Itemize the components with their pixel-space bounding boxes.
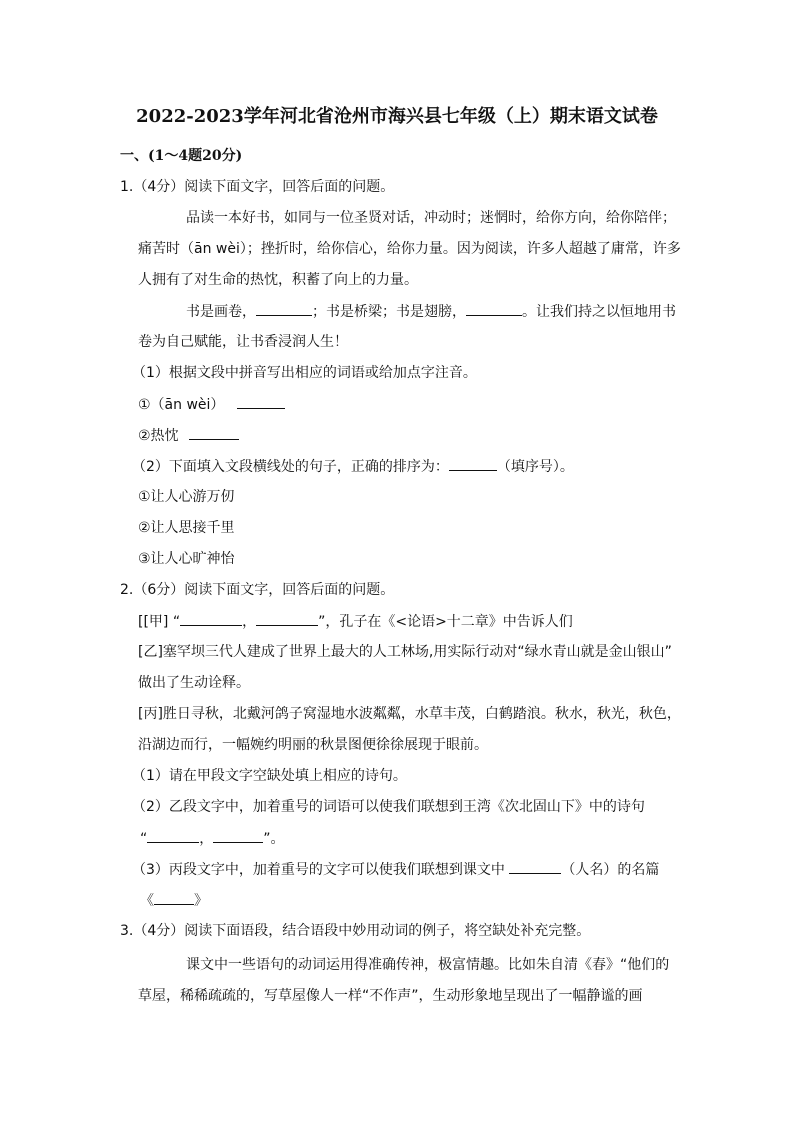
text-segment: ”，孔子在《<论语>十二章》中告诉人们 — [318, 614, 573, 630]
option-item: ①让人心游万仞 — [138, 489, 235, 505]
q1-paragraph-line: 痛苦时（ān wèi）；挫折时，给你信心，给你力量。因为阅读，许多人超越了庸常，许多 — [138, 241, 681, 257]
text-segment: （人名）的名篇 — [561, 862, 660, 878]
answer-blank[interactable] — [256, 611, 318, 626]
q1-paragraph2-line: 卷为自己赋能，让书香浸润人生！ — [138, 334, 348, 350]
question-3-heading: 3.（4分）阅读下面语段，结合语段中妙用动词的例子，将空缺处补充完整。 — [120, 923, 591, 939]
answer-blank[interactable] — [189, 425, 239, 440]
q1-paragraph2-line — [186, 301, 676, 322]
text-segment: ”。 — [263, 831, 285, 847]
q2-passage-bing: [丙]胜日寻秋，北戴河鸽子窝湿地水波粼粼，水草丰茂，白鹤踏浪。秋水，秋光，秋色， — [138, 706, 681, 722]
text-segment: （2）下面填入文段横线处的句子，正确的排序为： — [132, 459, 449, 475]
q1-subquestion-2 — [132, 456, 574, 477]
option-item: ③让人心旷神怡 — [138, 551, 235, 567]
q2-subquestion-3 — [132, 859, 659, 880]
text-segment: ， — [199, 831, 214, 847]
q2-subquestion-3-title — [140, 890, 208, 911]
q2-passage-yi: 做出了生动诠释。 — [138, 675, 250, 691]
answer-blank[interactable] — [213, 828, 263, 843]
q2-subquestion-2: （2）乙段文字中，加着重号的词语可以使我们联想到王湾《次北固山下》中的诗句 — [132, 799, 645, 815]
q3-paragraph-line: 课文中一些语句的动词运用得准确传神，极富情趣。比如朱自清《春》“他们的 — [186, 957, 670, 973]
text-segment: 。让我们持之以恒地用书 — [522, 304, 676, 320]
item-label: ②热忱 — [138, 428, 179, 444]
answer-blank[interactable] — [154, 890, 194, 905]
question-2-heading: 2.（6分）阅读下面文字，回答后面的问题。 — [120, 582, 395, 598]
option-item: ②让人思接千里 — [138, 520, 235, 536]
answer-blank[interactable] — [466, 301, 522, 316]
q2-subquestion-1: （1）请在甲段文字空缺处填上相应的诗句。 — [132, 768, 407, 784]
text-segment: 书是画卷， — [186, 304, 256, 320]
q1-paragraph-line: 人拥有了对生命的热忱，积蓄了向上的力量。 — [138, 272, 418, 288]
text-segment: [[甲] “ — [138, 614, 181, 630]
q2-passage-bing: 沿湖边而行，一幅婉约明丽的秋景图便徐徐展现于眼前。 — [138, 737, 488, 753]
text-segment: “ — [140, 831, 148, 847]
item-label: ①（ān wèi） — [138, 397, 225, 413]
answer-blank[interactable] — [509, 859, 561, 874]
answer-blank[interactable] — [147, 828, 199, 843]
answer-blank[interactable] — [180, 611, 242, 626]
text-segment: 《 — [140, 893, 154, 909]
text-segment: ， — [242, 614, 257, 630]
q1-subquestion-1-item-b — [138, 425, 239, 446]
question-1-heading: 1.（4分）阅读下面文字，回答后面的问题。 — [120, 179, 395, 195]
text-segment: （3）丙段文字中，加着重号的文字可以使我们联想到课文中 — [132, 862, 510, 878]
q2-subquestion-2-blanks — [140, 828, 285, 849]
text-segment: （填序号）。 — [496, 459, 574, 475]
section-heading: 一、(1～4题20分) — [120, 148, 243, 164]
page-title: 2022-2023学年河北省沧州市海兴县七年级（上）期末语文试卷 — [136, 106, 658, 127]
text-segment: 》 — [194, 893, 208, 909]
q2-passage-yi: [乙]塞罕坝三代人建成了世界上最大的人工林场,用实际行动对“绿水青山就是金山银山” — [138, 644, 672, 660]
q2-passage-jia — [138, 611, 573, 632]
q3-paragraph-line: 草屋，稀稀疏疏的，写草屋像人一样“不作声”，生动形象地呈现出了一幅静谧的画 — [138, 988, 643, 1004]
q1-subquestion-1-item-a — [138, 394, 285, 415]
text-segment: ；书是桥梁；书是翅膀， — [312, 304, 466, 320]
answer-blank[interactable] — [237, 394, 285, 409]
q1-paragraph-line: 品读一本好书，如同与一位圣贤对话，冲动时；迷惘时，给你方向，给你陪伴； — [186, 210, 676, 226]
answer-blank[interactable] — [256, 301, 312, 316]
answer-blank[interactable] — [449, 456, 497, 471]
q1-subquestion-1: （1）根据文段中拼音写出相应的词语或给加点字注音。 — [132, 365, 477, 381]
